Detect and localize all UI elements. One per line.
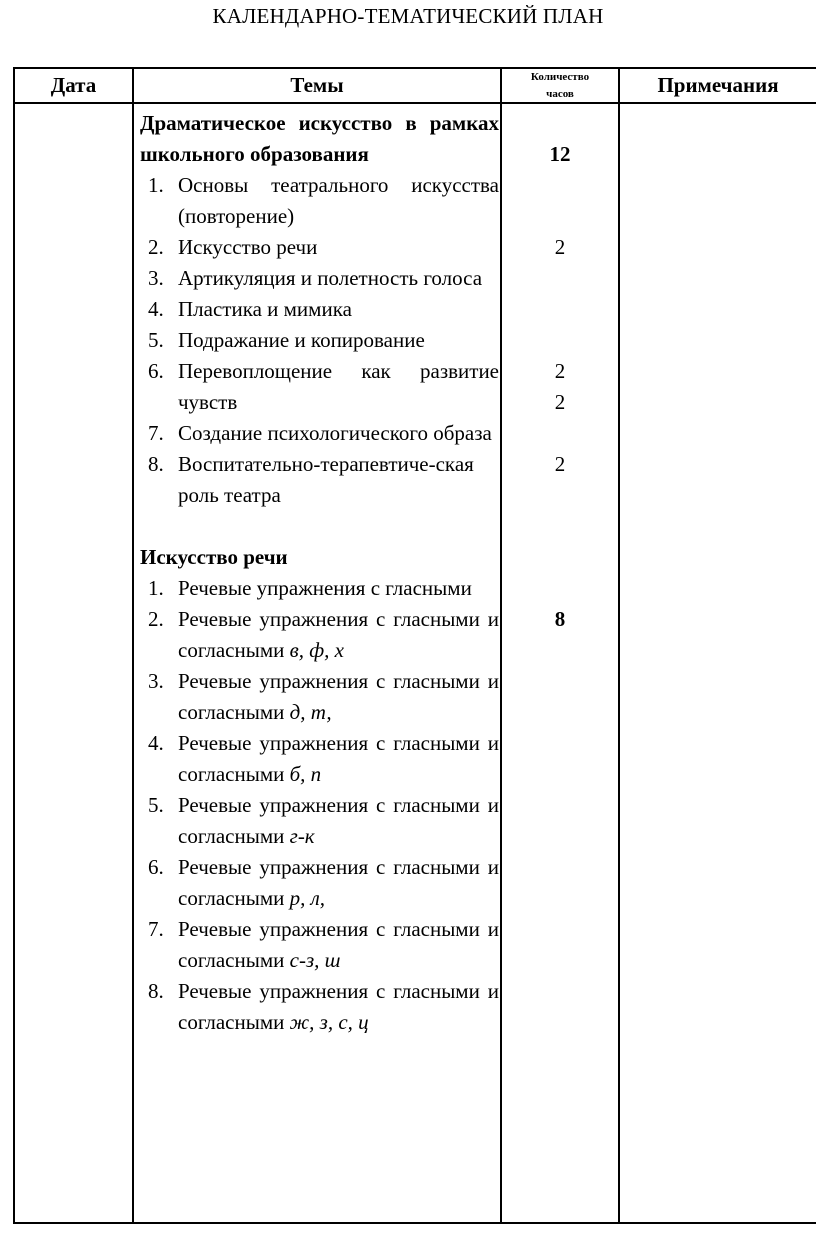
item-text-plain: Речевые упражнения с гласными и согласными bbox=[178, 793, 499, 848]
item-text bbox=[178, 604, 499, 666]
list-item bbox=[140, 294, 499, 325]
header-hours-line2: часов bbox=[546, 88, 574, 100]
item-number: 3. bbox=[148, 669, 164, 693]
list-item bbox=[140, 232, 499, 263]
item-letters: ж, з, с, ц bbox=[289, 1010, 369, 1034]
table-left-border bbox=[13, 67, 15, 1224]
item-number: 8. bbox=[148, 452, 164, 476]
list-item bbox=[140, 418, 499, 449]
item-text: Искусство речи bbox=[178, 235, 318, 259]
list-item bbox=[140, 976, 499, 1038]
item-text: Подражание и копирование bbox=[178, 328, 425, 352]
list-item bbox=[140, 790, 499, 852]
item-letters: в, ф, х bbox=[289, 638, 344, 662]
item-number: 8. bbox=[148, 979, 164, 1003]
section-hours: 8 bbox=[554, 607, 566, 631]
item-hours: 2 bbox=[554, 390, 566, 414]
item-text: Воспитательно-терапевтиче-ская роль театра bbox=[178, 452, 474, 507]
item-hours: 2 bbox=[554, 235, 566, 259]
item-text-plain: Речевые упражнения с гласными и согласными bbox=[178, 855, 499, 910]
list-item bbox=[140, 573, 499, 604]
item-text: Перевоплощение как развитие чувств bbox=[178, 359, 499, 414]
item-text-plain: Речевые упражнения с гласными и согласными bbox=[178, 917, 499, 972]
column-divider-hours bbox=[618, 67, 620, 1224]
item-letters: с-з, ш bbox=[289, 948, 341, 972]
item-number: 1. bbox=[148, 576, 164, 600]
item-letters: д, т, bbox=[289, 700, 332, 724]
list-item bbox=[140, 356, 499, 418]
item-number: 5. bbox=[148, 793, 164, 817]
list-item bbox=[140, 666, 499, 728]
item-text-plain: Речевые упражнения с гласными и согласными bbox=[178, 669, 499, 724]
item-text-plain: Речевые упражнения с гласными и согласными bbox=[178, 607, 499, 662]
list-item bbox=[140, 449, 478, 511]
item-text-plain: Речевые упражнения с гласными и согласными bbox=[178, 731, 499, 786]
item-text: Основы театрального искусства (повторение) bbox=[178, 173, 499, 228]
item-number: 6. bbox=[148, 359, 164, 383]
item-hours: 2 bbox=[554, 452, 566, 476]
item-number: 2. bbox=[148, 235, 164, 259]
item-text bbox=[178, 728, 499, 790]
item-text-plain: Речевые упражнения с гласными и согласными bbox=[178, 979, 499, 1034]
header-topics: Темы bbox=[290, 72, 344, 97]
section-title: Драматическое искусство в рамках школьного образования bbox=[140, 111, 499, 166]
topics-cell bbox=[140, 108, 499, 1038]
page-title: КАЛЕНДАРНО-ТЕМАТИЧЕСКИЙ ПЛАН bbox=[212, 4, 604, 28]
list-item bbox=[140, 263, 502, 294]
item-text bbox=[178, 852, 499, 914]
item-text bbox=[178, 573, 499, 604]
list-item bbox=[140, 325, 499, 356]
section-hours: 12 bbox=[549, 142, 571, 166]
item-text bbox=[178, 914, 499, 976]
list-item bbox=[140, 604, 499, 666]
item-text-plain: Речевые упражнения с гласными bbox=[178, 576, 472, 600]
header-hours-line1: Количество bbox=[530, 71, 590, 83]
header-notes: Примечания bbox=[657, 72, 779, 97]
item-text: Артикуляция и полетность голоса bbox=[178, 266, 483, 290]
list-item bbox=[140, 728, 499, 790]
item-letters: г-к bbox=[289, 824, 315, 848]
item-number: 6. bbox=[148, 855, 164, 879]
list-item bbox=[140, 170, 499, 232]
list-item bbox=[140, 914, 499, 976]
section-title: Искусство речи bbox=[140, 545, 288, 569]
column-divider-date bbox=[132, 67, 134, 1224]
item-text: Создание психологического образа bbox=[178, 421, 492, 445]
item-number: 4. bbox=[148, 297, 164, 321]
item-number: 7. bbox=[148, 917, 164, 941]
item-number: 7. bbox=[148, 421, 164, 445]
item-text bbox=[178, 666, 499, 728]
item-letters: р, л, bbox=[289, 886, 326, 910]
item-number: 2. bbox=[148, 607, 164, 631]
item-number: 4. bbox=[148, 731, 164, 755]
item-text: Пластика и мимика bbox=[178, 297, 352, 321]
item-number: 1. bbox=[148, 173, 164, 197]
item-number: 3. bbox=[148, 266, 164, 290]
list-item bbox=[140, 852, 499, 914]
item-number: 5. bbox=[148, 328, 164, 352]
item-text bbox=[178, 976, 499, 1038]
header-hours bbox=[502, 68, 618, 104]
item-letters: б, п bbox=[289, 762, 322, 786]
item-hours: 2 bbox=[554, 359, 566, 383]
header-date: Дата bbox=[50, 72, 97, 97]
item-text bbox=[178, 790, 499, 852]
